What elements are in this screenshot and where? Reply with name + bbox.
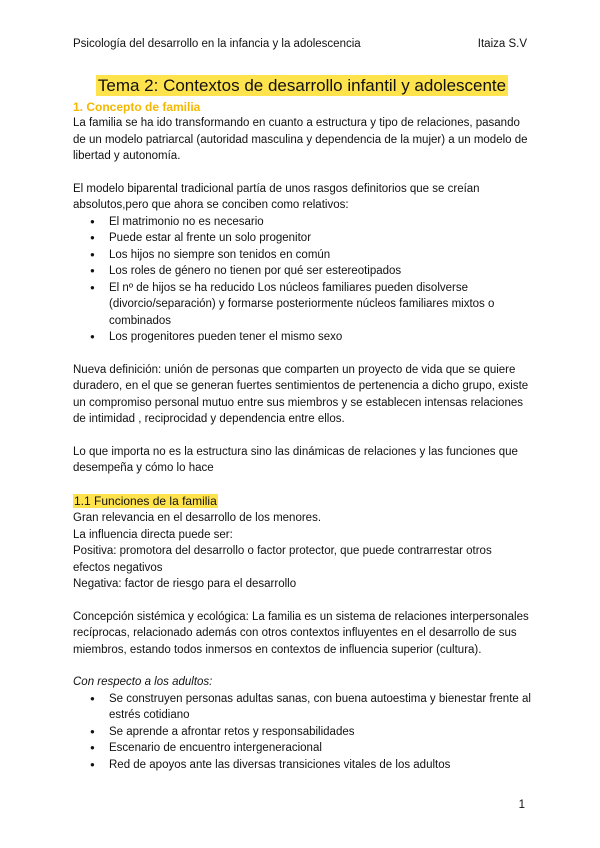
list-item: ● Se aprende a afrontar retos y responsabilidades xyxy=(73,724,531,741)
list-item: ● Red de apoyos ante las diversas transiciones vitales de los adultos xyxy=(73,757,531,774)
line-influencia: La influencia directa puede ser: xyxy=(73,528,233,541)
list-item: ● Escenario de encuentro intergeneracional xyxy=(73,740,531,757)
title-wrapper xyxy=(73,75,531,97)
author-name: Itaiza S.V xyxy=(477,38,527,50)
line-positiva: Positiva: promotora del desarrollo o factor protector, que puede contrarrestar otros efectos negativos xyxy=(73,545,492,574)
course-title: Psicología del desarrollo en la infancia y la adolescencia xyxy=(73,38,361,50)
list-item: ● Puede estar al frente un solo progenitor xyxy=(73,230,531,247)
paragraph-concepcion-sistemica: Concepción sistémica y ecológica: La familia es un sistema de relaciones interpersonales recíprocas, relacionado además con otros contextos influyentes en el desarrollo de sus miembros, estando todos inmersos en contextos de influencia superior (cultura). xyxy=(73,610,529,656)
section-heading-concepto: 1. Concepto de familia xyxy=(73,100,201,114)
list-item: ● El matrimonio no es necesario xyxy=(73,214,531,231)
section-heading-funciones: 1.1 Funciones de la familia xyxy=(74,493,217,508)
list-item: ● Se construyen personas adultas sanas, con buena autoestima y bienestar frente al estrés cotidiano xyxy=(73,691,531,724)
paragraph-nueva-definicion: Nueva definición: unión de personas que comparten un proyecto de vida que se quiere duradero, en el que se generan fuertes sentimientos de pertenencia a dicho grupo, existe un compromiso personal mutuo entre sus miembros y se establecen intensas relaciones de intimidad , reciprocidad y dependencia entre ellos. xyxy=(73,363,529,425)
document-body xyxy=(73,75,531,773)
paragraph-modelo-biparental: El modelo biparental tradicional partía de unos rasgos definitorios que se creían absolutos,pero que ahora se conciben como relativos: xyxy=(73,182,480,211)
bullet-list-adultos xyxy=(73,691,531,774)
page-title: Tema 2: Contextos de desarrollo infantil y adolescente xyxy=(97,76,507,95)
page-number: 1 xyxy=(518,798,525,811)
paragraph-transformacion: La familia se ha ido transformando en cuanto a estructura y tipo de relaciones, pasando de un modelo patriarcal (autoridad masculina y dependencia de la mujer) a un modelo de libertad y autonomía. xyxy=(73,117,528,162)
list-item: ● Los progenitores pueden tener el mismo sexo xyxy=(73,329,531,346)
bullet-list-rasgos xyxy=(73,214,531,346)
paragraph-lo-que-importa: Lo que importa no es la estructura sino las dinámicas de relaciones y las funciones que desempeña y cómo lo hace xyxy=(73,445,518,474)
list-item: ● Los roles de género no tienen por qué ser estereotipados xyxy=(73,263,531,280)
line-relevancia: Gran relevancia en el desarrollo de los menores. xyxy=(73,512,322,524)
page-header xyxy=(73,36,527,53)
list-item: ● El nº de hijos se ha reducido Los núcleos familiares pueden disolverse (divorcio/separación) y formarse posteriormente núcleos familiares mixtos o combinados xyxy=(73,280,531,330)
list-item: ● Los hijos no siempre son tenidos en común xyxy=(73,247,531,264)
label-adultos: Con respecto a los adultos: xyxy=(73,676,213,688)
line-negativa: Negativa: factor de riesgo para el desarrollo xyxy=(73,578,297,590)
